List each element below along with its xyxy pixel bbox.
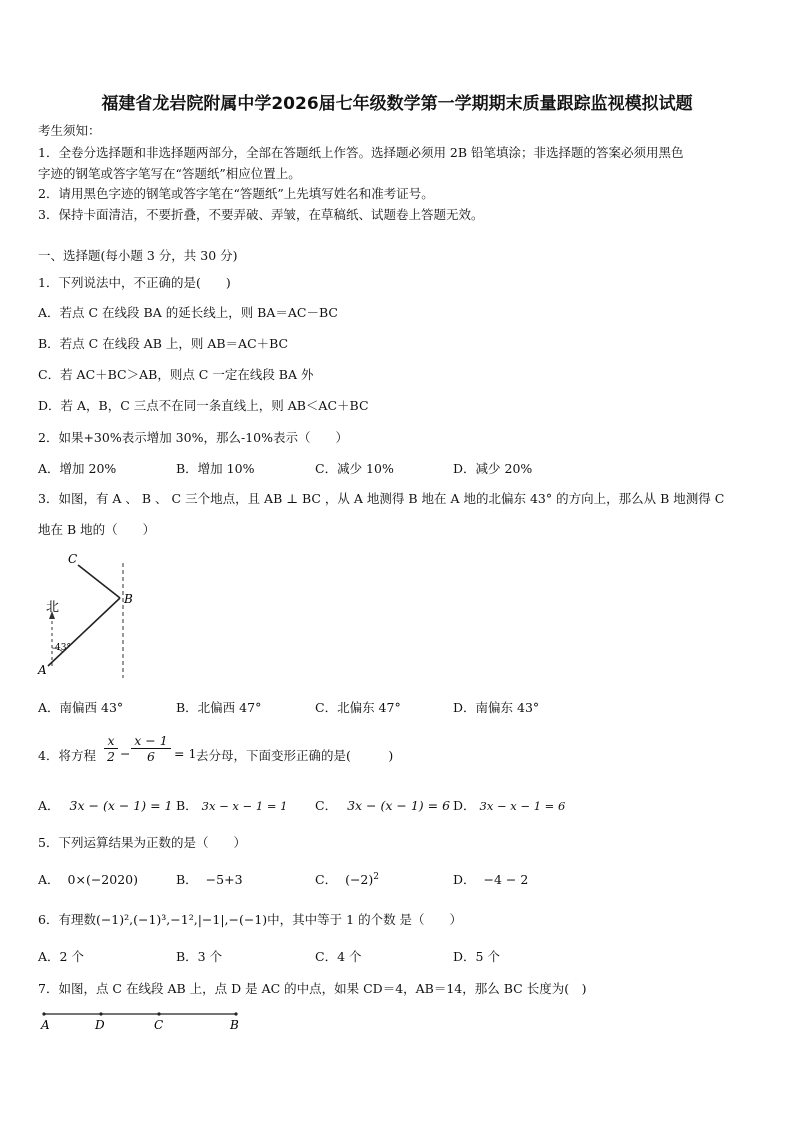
q3-north-label: 北 xyxy=(46,600,60,615)
q5-option-c-label: C． xyxy=(315,872,338,887)
notice-line-1: 1．全卷分选择题和非选择题两部分，全部在答题纸上作答。选择题必须用 2B 铅笔填涂；非选择题的答案必须用黑色 xyxy=(38,145,684,160)
q7-dot-b xyxy=(234,1012,237,1015)
q4-option-d-label: D． xyxy=(453,798,476,813)
q5-option-d-label: D． xyxy=(453,872,476,887)
q3-figure xyxy=(34,548,134,680)
q7-label-b: B xyxy=(230,1018,239,1032)
q6-prefix: 6．有理数 xyxy=(38,912,96,927)
q6-option-d: D．5 个 xyxy=(453,949,500,964)
q4-option-b-expr: 3x − x − 1 = 1 xyxy=(201,799,288,813)
q4-minus-sign: − xyxy=(120,746,131,761)
q5-option-c xyxy=(315,870,379,888)
q6-expression: (−1)²,(−1)³,−1²,|−1|,−(−1) xyxy=(95,912,268,927)
section-heading: 一、选择题(每小题 3 分，共 30 分) xyxy=(38,248,238,263)
q3-point-c: C xyxy=(68,552,78,566)
q2-option-a: A．增加 20% xyxy=(38,461,117,476)
q5-option-b-expr: −5+3 xyxy=(205,872,243,887)
q4-option-c xyxy=(315,796,450,814)
q1-option-a: A．若点 C 在线段 BA 的延长线上，则 BA＝AC－BC xyxy=(38,305,338,320)
q4-option-a xyxy=(38,796,173,814)
q7-dot-d xyxy=(99,1012,102,1015)
q7-dot-c xyxy=(157,1012,160,1015)
q3-stem-line-2: 地在 B 地的（ ） xyxy=(38,522,156,537)
q6-option-a: A．2 个 xyxy=(38,949,84,964)
q6-stem xyxy=(38,910,462,928)
q2-option-c: C．减少 10% xyxy=(315,461,394,476)
q5-option-a-label: A． xyxy=(38,872,60,887)
q6-option-c: C．4 个 xyxy=(315,949,362,964)
q3-option-b: B．北偏西 47° xyxy=(176,700,262,715)
notice-line-4: 3．保持卡面清洁，不要折叠，不要弄破、弄皱，在草稿纸、试题卷上答题无效。 xyxy=(38,207,484,222)
q4-equals: = 1 xyxy=(174,746,197,761)
q3-point-a: A xyxy=(38,663,47,677)
q1-option-b: B．若点 C 在线段 AB 上，则 AB＝AC＋BC xyxy=(38,336,289,351)
q4-option-d xyxy=(453,796,565,814)
q4-option-c-label: C． xyxy=(315,798,338,813)
q4-option-a-label: A． xyxy=(38,798,60,813)
q3-option-d: D．南偏东 43° xyxy=(453,700,540,715)
notice-line-2: 字迹的钢笔或答字笔写在“答题纸”相应位置上。 xyxy=(38,166,301,181)
q5-stem: 5．下列运算结果为正数的是（ ） xyxy=(38,835,246,850)
notice-heading: 考生须知： xyxy=(38,123,101,138)
q7-dot-a xyxy=(42,1012,45,1015)
q4-option-b-label: B． xyxy=(176,798,198,813)
q3-stem-line-1: 3．如图，有 A 、 B 、 C 三个地点，且 AB ⊥ BC ，从 A 地测得 B 地在 A 地的北偏东 43° 的方向上，那么从 B 地测得 C xyxy=(38,491,725,506)
q4-fraction-1 xyxy=(104,733,118,764)
q4-fraction-2 xyxy=(131,733,171,764)
q4-fraction-2-numerator: x − 1 xyxy=(131,733,171,749)
q4-fraction-2-denominator: 6 xyxy=(147,749,155,764)
q4-prefix: 4．将方程 xyxy=(38,748,96,763)
q5-option-c-exponent: 2 xyxy=(373,871,379,882)
q2-stem: 2．如果+30%表示增加 30%，那么-10%表示（ ） xyxy=(38,430,348,445)
q5-option-d xyxy=(453,870,528,888)
q7-figure xyxy=(36,1008,248,1036)
q5-option-d-expr: −4 − 2 xyxy=(483,872,529,887)
q3-option-a: A．南偏西 43° xyxy=(38,700,124,715)
q1-option-d: D．若 A，B，C 三点不在同一条直线上，则 AB＜AC＋BC xyxy=(38,398,369,413)
page-title: 福建省龙岩院附属中学2026届七年级数学第一学期期末质量跟踪监视模拟试题 xyxy=(101,94,693,114)
q5-option-b-label: B． xyxy=(176,872,198,887)
q3-option-c: C．北偏东 47° xyxy=(315,700,401,715)
q4-suffix: 去分母，下面变形正确的是( ) xyxy=(196,748,394,763)
q4-fraction-1-numerator: x xyxy=(104,733,118,749)
q2-option-b: B．增加 10% xyxy=(176,461,255,476)
q7-stem: 7．如图，点 C 在线段 AB 上，点 D 是 AC 的中点，如果 CD＝4，AB＝14，那么 BC 长度为( ) xyxy=(38,981,587,996)
q6-suffix: 中，其中等于 1 的个数 是（ ） xyxy=(267,912,463,927)
q4-option-d-expr: 3x − x − 1 = 6 xyxy=(479,799,566,813)
q3-angle-label: 43° xyxy=(55,643,71,653)
q5-option-a-expr: 0×(−2020) xyxy=(67,872,138,887)
q4-option-a-expr: 3x − (x − 1) = 1 xyxy=(69,798,173,813)
q1-option-c: C．若 AC＋BC＞AB，则点 C 一定在线段 BA 外 xyxy=(38,367,314,382)
q5-option-c-expr: (−2) xyxy=(345,872,374,887)
q5-option-a xyxy=(38,870,138,888)
q4-option-c-expr: 3x − (x − 1) = 6 xyxy=(347,798,451,813)
q2-option-d: D．减少 20% xyxy=(453,461,533,476)
notice-line-3: 2．请用黑色字迹的钢笔或答字笔在“答题纸”上先填写姓名和准考证号。 xyxy=(38,186,434,201)
q5-option-b xyxy=(176,870,243,888)
q7-label-d: D xyxy=(95,1018,105,1032)
q4-option-b xyxy=(176,796,287,814)
q3-segment-bc xyxy=(78,565,120,598)
q7-label-c: C xyxy=(154,1018,164,1032)
q1-stem: 1．下列说法中，不正确的是( ) xyxy=(38,275,231,290)
q6-option-b: B．3 个 xyxy=(176,949,223,964)
q7-label-a: A xyxy=(41,1018,50,1032)
q4-fraction-1-denominator: 2 xyxy=(107,749,115,764)
q3-point-b: B xyxy=(124,592,133,606)
